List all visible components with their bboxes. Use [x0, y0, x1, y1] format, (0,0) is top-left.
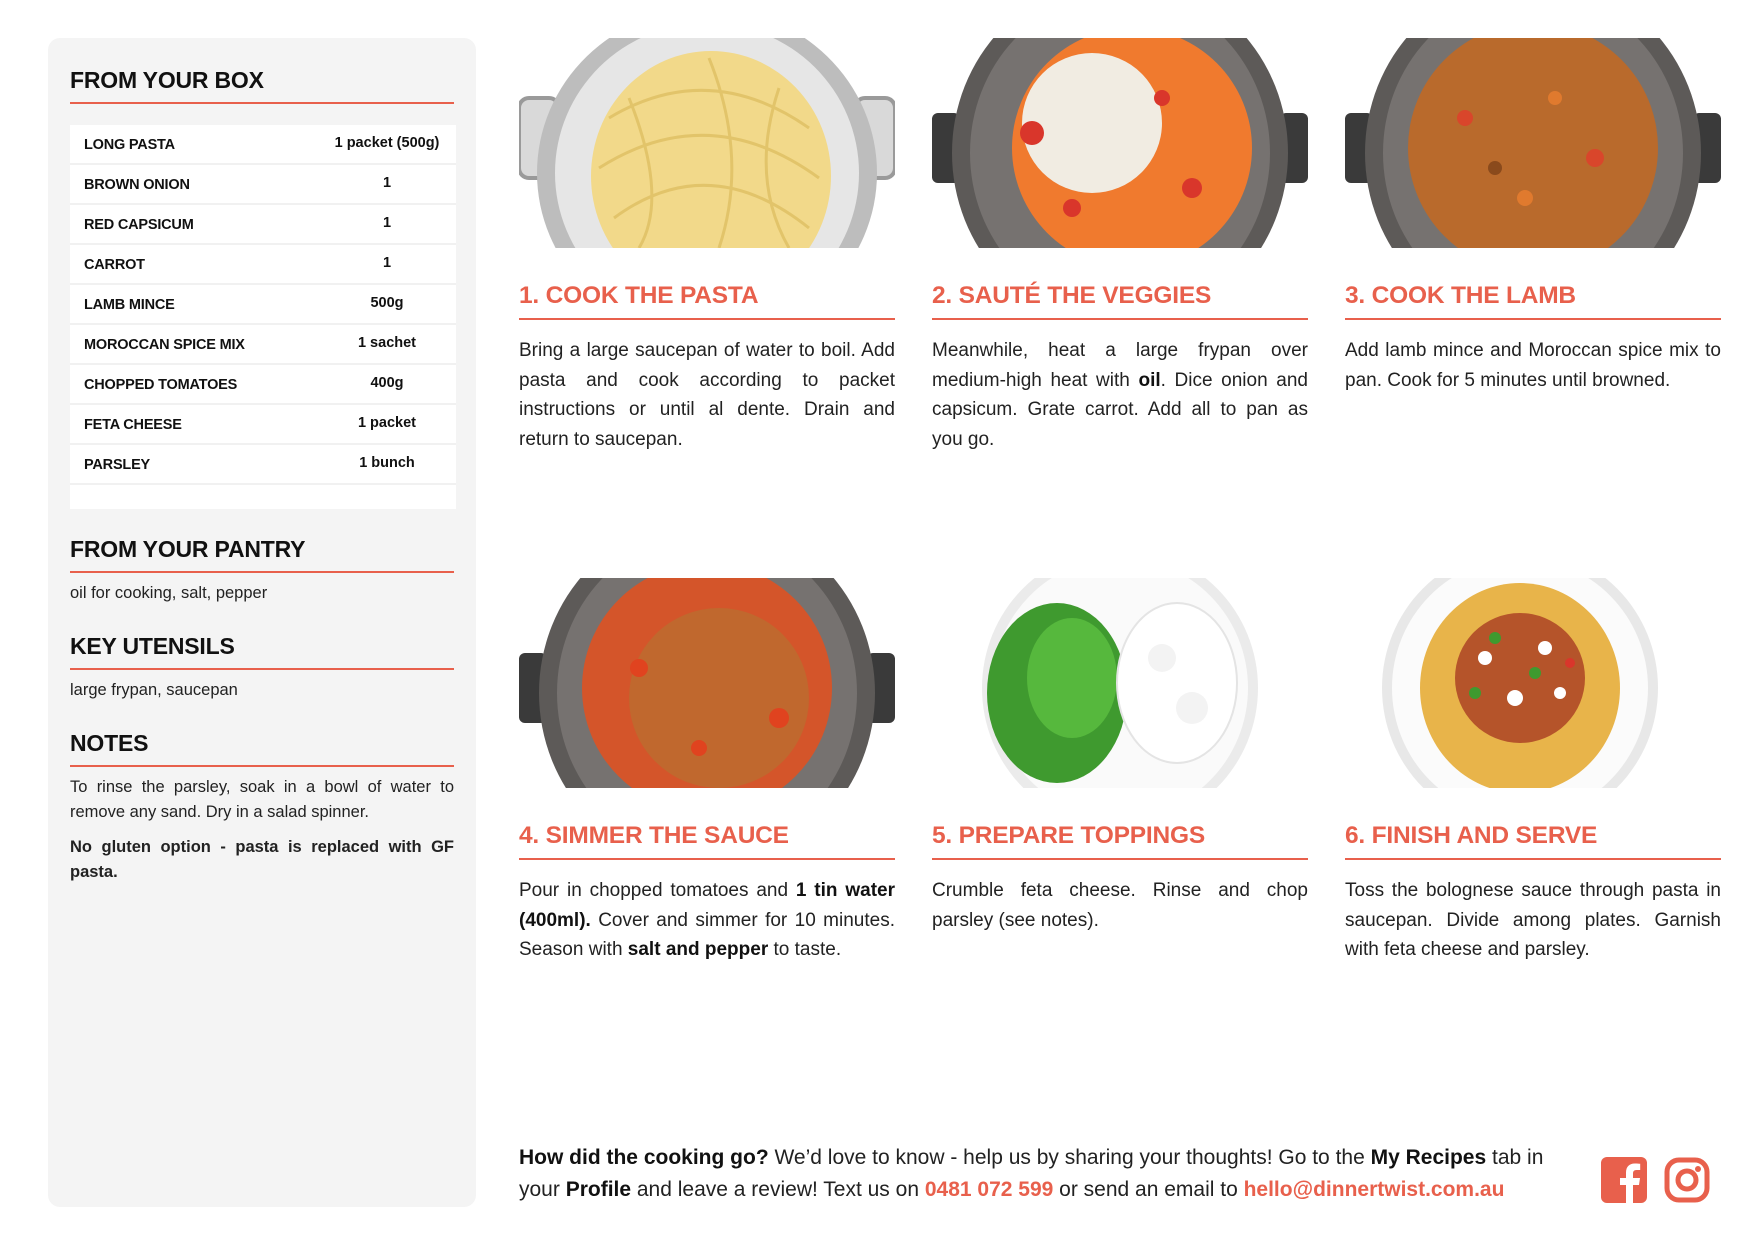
notes-text: To rinse the parsley, soak in a bowl of water to remove any sand. Dry in a salad spinner. — [70, 778, 454, 821]
from-your-box-title: FROM YOUR BOX — [70, 67, 454, 104]
from-your-pantry-title: FROM YOUR PANTRY — [70, 536, 454, 573]
pasta-in-strainer-photo — [519, 38, 895, 248]
ingredient-qty: 1 packet (500g) — [334, 135, 440, 151]
ingredient-row — [70, 325, 456, 365]
step-1-text: Bring a large saucepan of water to boil. Add pasta and cook according to packet instructions or until al dente. Drain and return to saucepan. — [519, 340, 895, 450]
ingredient-name: MOROCCAN SPICE MIX — [84, 337, 245, 353]
ingredient-qty: 1 sachet — [357, 335, 417, 351]
ingredient-name: RED CAPSICUM — [84, 217, 194, 233]
ingredient-qty: 1 bunch — [359, 455, 415, 471]
step-3-text: Add lamb mince and Moroccan spice mix to pan. Cook for 5 minutes until browned. — [1345, 340, 1721, 391]
ingredient-qty: 1 — [382, 215, 392, 231]
instagram-icon[interactable] — [1664, 1157, 1710, 1203]
ingredient-row — [70, 405, 456, 445]
ingredient-row — [70, 285, 456, 325]
ingredient-qty: 500g — [370, 295, 404, 311]
step-5-text: Crumble feta cheese. Rinse and chop parsley (see notes). — [932, 880, 1308, 931]
notes-title: NOTES — [70, 730, 454, 767]
step-2-title: 2. SAUTÉ THE VEGGIES — [932, 282, 1308, 320]
step-5-title: 5. PREPARE TOPPINGS — [932, 822, 1308, 860]
ingredient-name: FETA CHEESE — [84, 417, 182, 433]
ingredient-row — [70, 125, 456, 165]
ingredient-qty: 1 — [382, 255, 392, 271]
step-2-text: Meanwhile, heat a large frypan over medium-high heat with oil. Dice onion and capsicum. Grate carrot. Add all to pan as you go. — [932, 340, 1308, 450]
facebook-icon[interactable] — [1601, 1157, 1647, 1203]
ingredient-row — [70, 205, 456, 245]
step-6-text: Toss the bolognese sauce through pasta in saucepan. Divide among plates. Garnish with feta cheese and parsley. — [1345, 880, 1721, 960]
ingredient-row — [70, 165, 456, 205]
review-prompt: How did the cooking go? We’d love to know - help us by sharing your thoughts! Go to the My Recipes tab in your Profile and leave a review! Text us on 0481 072 599 or send an email to hello@dinnertwist.com.au — [519, 1146, 1544, 1201]
sauce-simmering-photo — [519, 578, 895, 788]
utensils-text: large frypan, saucepan — [70, 681, 238, 699]
feta-and-parsley-photo — [932, 578, 1308, 788]
ingredient-row — [70, 365, 456, 405]
ingredient-qty: 1 — [382, 175, 392, 191]
ingredient-name: BROWN ONION — [84, 177, 190, 193]
ingredients-table — [70, 125, 456, 509]
ingredient-name: CHOPPED TOMATOES — [84, 377, 238, 393]
ingredient-row — [70, 445, 456, 485]
pantry-text: oil for cooking, salt, pepper — [70, 584, 268, 602]
step-6-title: 6. FINISH AND SERVE — [1345, 822, 1721, 860]
finished-dish-photo — [1345, 578, 1721, 788]
step-1-title: 1. COOK THE PASTA — [519, 282, 895, 320]
step-4-text: Pour in chopped tomatoes and 1 tin water (400ml). Cover and simmer for 10 minutes. Season with salt and pepper to taste. — [519, 880, 895, 960]
email-link[interactable]: hello@dinnertwist.com.au — [1243, 1177, 1505, 1201]
ingredient-name: LONG PASTA — [84, 137, 175, 153]
lamb-in-frypan-photo — [1345, 38, 1721, 248]
step-3-title: 3. COOK THE LAMB — [1345, 282, 1721, 320]
step-4-title: 4. SIMMER THE SAUCE — [519, 822, 895, 860]
ingredient-qty: 400g — [370, 375, 404, 391]
no-gluten-note: No gluten option - pasta is replaced with GF pasta. — [70, 838, 454, 881]
ingredient-name: CARROT — [84, 257, 145, 273]
veggies-in-frypan-photo — [932, 38, 1308, 248]
ingredient-name: LAMB MINCE — [84, 297, 175, 313]
phone-link[interactable]: 0481 072 599 — [924, 1177, 1054, 1201]
ingredient-qty: 1 packet — [357, 415, 417, 431]
ingredient-row — [70, 245, 456, 285]
sidebar — [48, 38, 476, 1207]
key-utensils-title: KEY UTENSILS — [70, 633, 454, 670]
ingredient-name: PARSLEY — [84, 457, 151, 473]
